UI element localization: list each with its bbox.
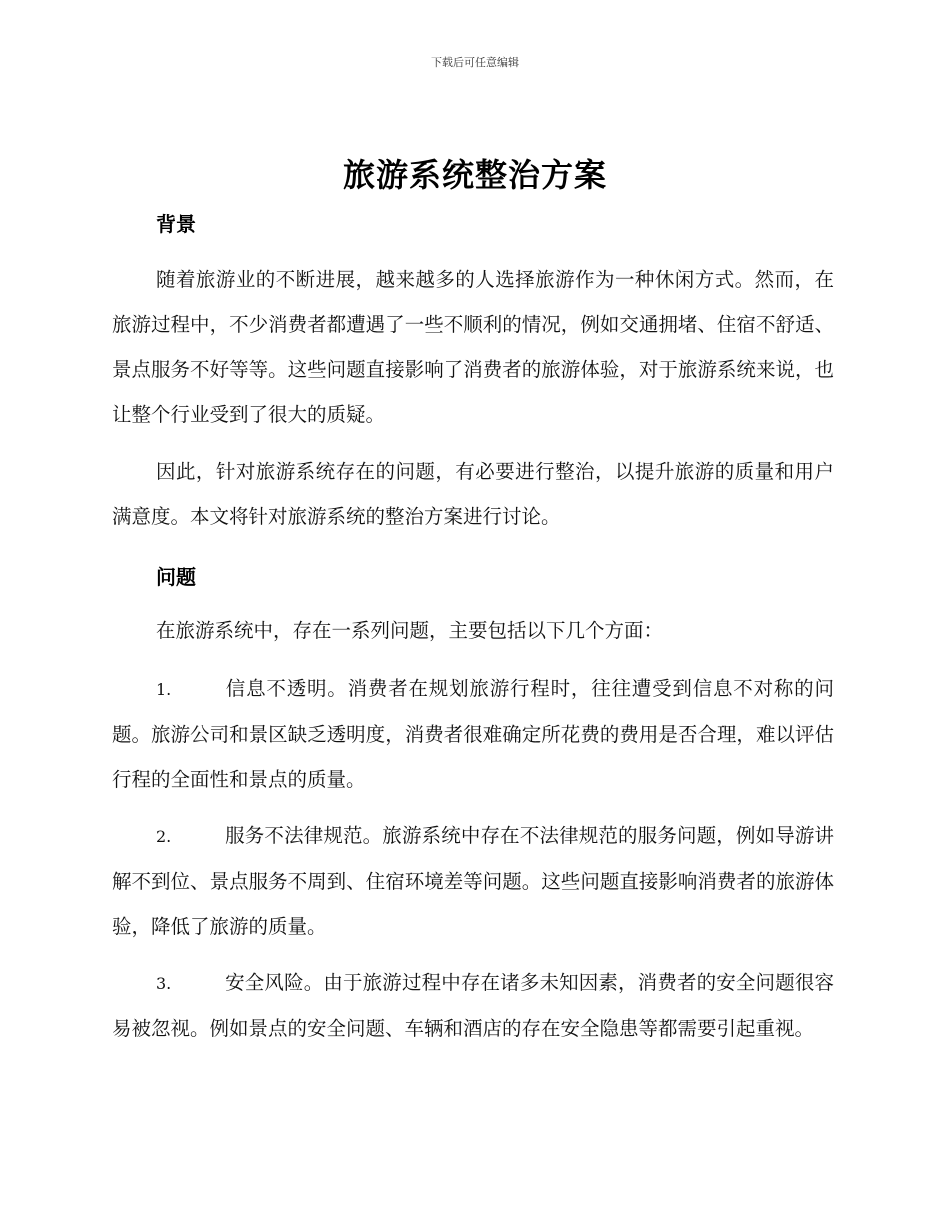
list-item-number: 2.: [156, 827, 172, 846]
document-title: 旅游系统整治方案: [342, 156, 607, 194]
list-item: [112, 666, 834, 802]
list-item-text: 服务不法律规范。旅游系统中存在不法律规范的服务问题，例如导游讲解不到位、景点服务不周到、住宿环境差等问题。这些问题直接影响消费者的旅游体验，降低了旅游的质量。: [112, 824, 834, 938]
background-paragraph-1: 随着旅游业的不断进展，越来越多的人选择旅游作为一种休闲方式。然而，在旅游过程中，不少消费者都遭遇了一些不顺利的情况，例如交通拥堵、住宿不舒适、景点服务不好等等。这些问题直接影响了消费者的旅游体验，对于旅游系统来说，也让整个行业受到了很大的质疑。: [112, 268, 834, 426]
list-item: [112, 960, 834, 1051]
section-heading-problems: 问题: [156, 565, 196, 589]
background-paragraph-2: 因此，针对旅游系统存在的问题，有必要进行整治，以提升旅游的质量和用户满意度。本文将针对旅游系统的整治方案进行讨论。: [112, 460, 834, 528]
list-item-number: 3.: [156, 974, 172, 993]
section-heading-background: 背景: [156, 212, 196, 236]
list-item-text: 信息不透明。消费者在规划旅游行程时，往往遭受到信息不对称的问题。旅游公司和景区缺乏透明度，消费者很难确定所花费的费用是否合理，难以评估行程的全面性和景点的质量。: [112, 677, 834, 791]
problems-intro: 在旅游系统中，存在一系列问题，主要包括以下几个方面：: [156, 619, 664, 642]
page-header-note: 下载后可任意编辑: [431, 56, 519, 69]
list-item-text: 安全风险。由于旅游过程中存在诸多未知因素，消费者的安全问题很容易被忽视。例如景点的安全问题、车辆和酒店的存在安全隐患等都需要引起重视。: [112, 971, 834, 1040]
list-item-number: 1.: [156, 680, 172, 699]
list-item: [112, 813, 834, 949]
